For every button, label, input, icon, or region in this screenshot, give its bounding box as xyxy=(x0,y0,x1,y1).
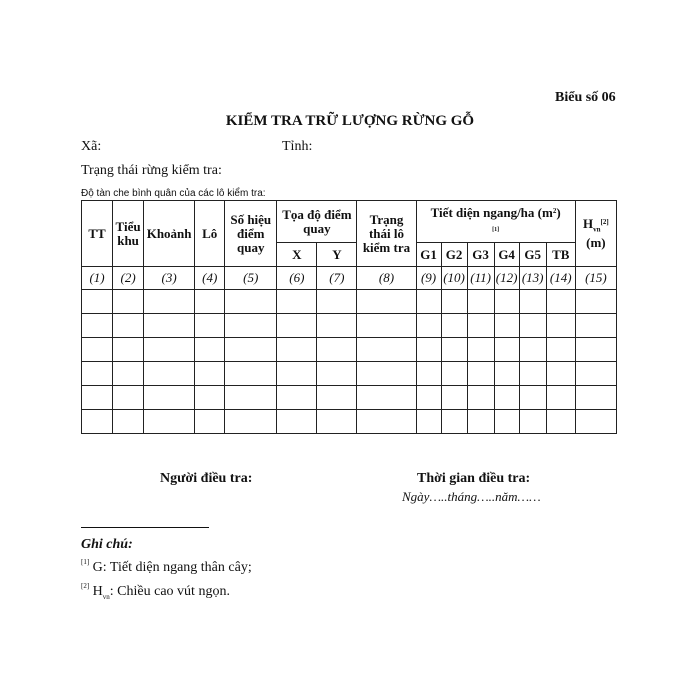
table-cell[interactable] xyxy=(441,410,467,434)
table-cell[interactable] xyxy=(494,290,519,314)
table-cell[interactable] xyxy=(317,314,357,338)
footnote-ref-2: [2] xyxy=(600,217,609,226)
table-cell[interactable] xyxy=(144,338,195,362)
table-cell[interactable] xyxy=(113,290,144,314)
table-row xyxy=(82,314,617,338)
province-label: Tỉnh: xyxy=(282,139,313,154)
table-cell[interactable] xyxy=(416,314,441,338)
header-lo: Lô xyxy=(195,201,225,267)
header-g3: G3 xyxy=(467,243,494,267)
table-cell[interactable] xyxy=(82,410,113,434)
page-title: KIỂM TRA TRỮ LƯỢNG RỪNG GỖ xyxy=(225,113,475,129)
header-toa-do: Tọa độ điểm quay xyxy=(277,201,357,243)
footnote-2: [2] $H_{vn}$: Chiều cao vút ngọn. xyxy=(81,582,230,601)
table-cell[interactable] xyxy=(441,362,467,386)
table-cell[interactable] xyxy=(441,386,467,410)
column-number-row xyxy=(82,267,617,290)
table-cell[interactable] xyxy=(113,410,144,434)
header-tiet-dien: Tiết diện ngang/ha $(m^2)$ [1] xyxy=(416,201,575,243)
table-cell[interactable] xyxy=(225,290,277,314)
table-cell[interactable] xyxy=(441,314,467,338)
table-cell[interactable] xyxy=(195,290,225,314)
table-cell[interactable] xyxy=(416,386,441,410)
column-number: (7) xyxy=(317,267,357,290)
table-cell[interactable] xyxy=(277,314,317,338)
table-cell[interactable] xyxy=(357,386,416,410)
header-khoanh: Khoảnh xyxy=(144,201,195,267)
column-number: (13) xyxy=(519,267,546,290)
table-cell[interactable] xyxy=(144,386,195,410)
table-cell[interactable] xyxy=(113,338,144,362)
table-cell[interactable] xyxy=(519,362,546,386)
footnote-marker-2: [2] xyxy=(81,582,90,590)
table-row xyxy=(82,290,617,314)
table-cell[interactable] xyxy=(317,290,357,314)
footnote-marker-1: [1] xyxy=(81,558,90,566)
table-cell[interactable] xyxy=(225,410,277,434)
column-number: (5) xyxy=(225,267,277,290)
header-trang-thai: Trạng thái lô kiểm tra xyxy=(357,201,416,267)
table-cell[interactable] xyxy=(82,314,113,338)
table-cell[interactable] xyxy=(546,386,575,410)
table-cell[interactable] xyxy=(225,338,277,362)
column-number: (2) xyxy=(113,267,144,290)
table-cell[interactable] xyxy=(225,314,277,338)
table-cell[interactable] xyxy=(144,290,195,314)
canopy-cover-label: Độ tàn che bình quân của các lô kiểm tra: xyxy=(81,188,266,199)
table-cell[interactable] xyxy=(575,410,616,434)
table-row xyxy=(82,410,617,434)
table-cell[interactable] xyxy=(467,362,494,386)
header-hvn: $H_{vn}[2]$ (m) xyxy=(575,201,616,267)
header-tt: TT xyxy=(82,201,113,267)
table-cell[interactable] xyxy=(575,290,616,314)
header-tieu-khu: Tiểu khu xyxy=(113,201,144,267)
footnote-ref-1: [1] xyxy=(492,227,500,233)
table-cell[interactable] xyxy=(277,290,317,314)
table-cell[interactable] xyxy=(467,386,494,410)
inventory-table xyxy=(81,200,617,434)
table-cell[interactable] xyxy=(546,290,575,314)
table-cell[interactable] xyxy=(195,386,225,410)
table-cell[interactable] xyxy=(546,410,575,434)
table-cell[interactable] xyxy=(416,290,441,314)
column-number: (8) xyxy=(357,267,416,290)
table-cell[interactable] xyxy=(277,338,317,362)
header-so-hieu: Số hiệu điểm quay xyxy=(225,201,277,267)
table-cell[interactable] xyxy=(195,314,225,338)
column-number: (6) xyxy=(277,267,317,290)
table-cell[interactable] xyxy=(144,362,195,386)
column-number: (11) xyxy=(467,267,494,290)
survey-date-line: Ngày…..tháng…..năm…… xyxy=(402,489,541,504)
column-number: (14) xyxy=(546,267,575,290)
table-cell[interactable] xyxy=(317,338,357,362)
commune-label: Xã: xyxy=(81,139,102,154)
table-row xyxy=(82,386,617,410)
table-cell[interactable] xyxy=(317,362,357,386)
header-y: Y xyxy=(317,243,357,267)
table-cell[interactable] xyxy=(82,338,113,362)
table-cell[interactable] xyxy=(467,314,494,338)
table-cell[interactable] xyxy=(82,290,113,314)
table-cell[interactable] xyxy=(357,410,416,434)
table-cell[interactable] xyxy=(467,290,494,314)
table-cell[interactable] xyxy=(357,362,416,386)
table-cell[interactable] xyxy=(575,362,616,386)
table-cell[interactable] xyxy=(195,362,225,386)
table-cell[interactable] xyxy=(575,314,616,338)
column-number: (15) xyxy=(575,267,616,290)
table-cell[interactable] xyxy=(113,362,144,386)
header-g5: G5 xyxy=(519,243,546,267)
column-number: (3) xyxy=(144,267,195,290)
table-cell[interactable] xyxy=(144,410,195,434)
table-cell[interactable] xyxy=(519,386,546,410)
header-tb: TB xyxy=(546,243,575,267)
table-cell[interactable] xyxy=(225,362,277,386)
table-cell[interactable] xyxy=(113,386,144,410)
table-cell[interactable] xyxy=(519,410,546,434)
header-x: X xyxy=(277,243,317,267)
column-number: (9) xyxy=(416,267,441,290)
forest-status-label: Trạng thái rừng kiểm tra: xyxy=(81,163,222,178)
column-number: (1) xyxy=(82,267,113,290)
header-g1: G1 xyxy=(416,243,441,267)
table-cell[interactable] xyxy=(494,410,519,434)
table-cell[interactable] xyxy=(317,386,357,410)
footnote-divider xyxy=(81,527,209,528)
table-cell[interactable] xyxy=(467,410,494,434)
notes-heading: Ghi chú: xyxy=(81,537,133,552)
table-cell[interactable] xyxy=(82,386,113,410)
table-cell[interactable] xyxy=(494,338,519,362)
table-cell[interactable] xyxy=(519,290,546,314)
table-row xyxy=(82,338,617,362)
table-cell[interactable] xyxy=(494,386,519,410)
table-cell[interactable] xyxy=(519,338,546,362)
table-cell[interactable] xyxy=(317,410,357,434)
table-cell[interactable] xyxy=(416,338,441,362)
table-cell[interactable] xyxy=(277,410,317,434)
table-cell[interactable] xyxy=(277,362,317,386)
column-number: (4) xyxy=(195,267,225,290)
column-number: (12) xyxy=(494,267,519,290)
investigator-label: Người điều tra: xyxy=(160,471,253,486)
header-g4: G4 xyxy=(494,243,519,267)
survey-time-label: Thời gian điều tra: xyxy=(417,471,531,486)
table-row xyxy=(82,362,617,386)
table-cell[interactable] xyxy=(144,314,195,338)
table-cell[interactable] xyxy=(113,314,144,338)
table-cell[interactable] xyxy=(416,410,441,434)
table-cell[interactable] xyxy=(195,410,225,434)
table-cell[interactable] xyxy=(546,314,575,338)
table-cell[interactable] xyxy=(494,314,519,338)
table-cell[interactable] xyxy=(225,386,277,410)
table-cell[interactable] xyxy=(441,290,467,314)
table-cell[interactable] xyxy=(277,386,317,410)
table-cell[interactable] xyxy=(441,338,467,362)
table-cell[interactable] xyxy=(195,338,225,362)
table-cell[interactable] xyxy=(357,314,416,338)
table-cell[interactable] xyxy=(546,338,575,362)
form-number: Biểu số 06 xyxy=(555,90,616,105)
table-cell[interactable] xyxy=(416,362,441,386)
table-cell[interactable] xyxy=(357,290,416,314)
table-cell[interactable] xyxy=(82,362,113,386)
footnote-1: [1] G: Tiết diện ngang thân cây; xyxy=(81,558,252,575)
table-cell[interactable] xyxy=(519,314,546,338)
table-cell[interactable] xyxy=(494,362,519,386)
column-number: (10) xyxy=(441,267,467,290)
table-cell[interactable] xyxy=(467,338,494,362)
table-cell[interactable] xyxy=(575,386,616,410)
table-cell[interactable] xyxy=(357,338,416,362)
table-cell[interactable] xyxy=(575,338,616,362)
table-cell[interactable] xyxy=(546,362,575,386)
header-g2: G2 xyxy=(441,243,467,267)
